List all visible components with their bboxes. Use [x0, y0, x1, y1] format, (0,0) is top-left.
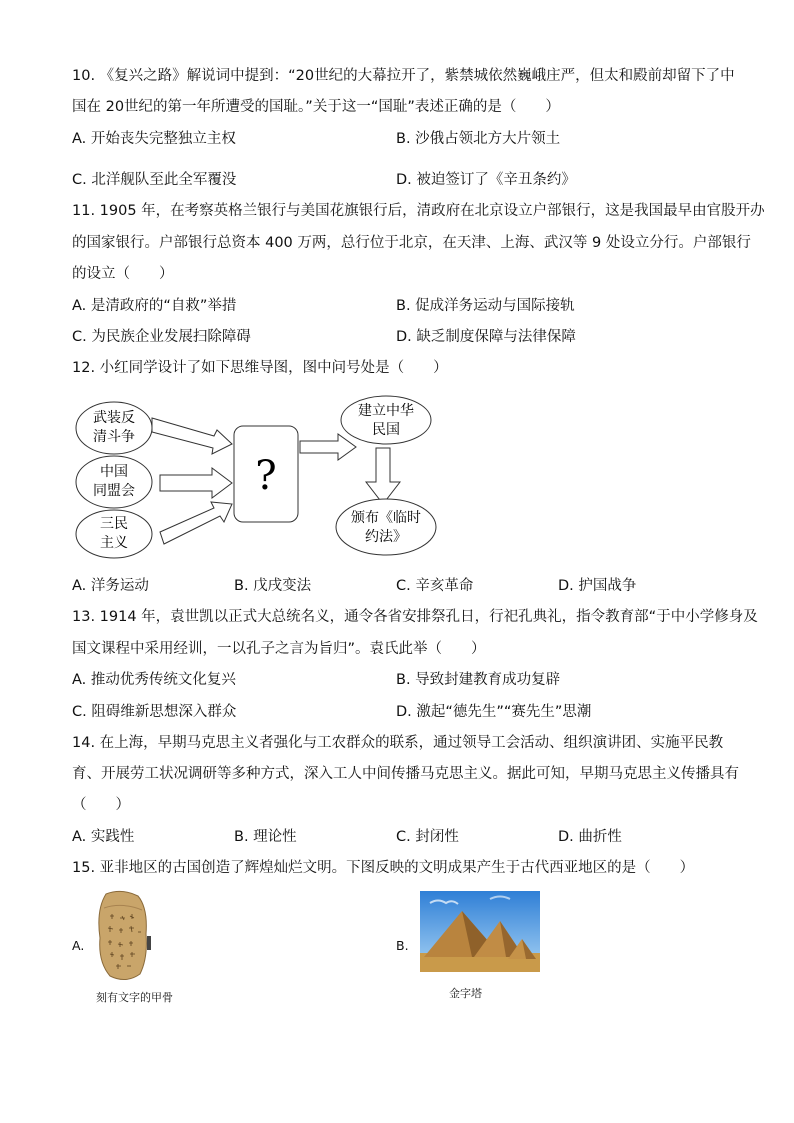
- arrow-right-icon: [300, 434, 356, 460]
- q12-stem-line-1: 12. 小红同学设计了如下思维导图，图中问号处是（ ）: [72, 360, 448, 376]
- q13-option-d: D. 激起“德先生”“赛先生”思潮: [396, 704, 592, 720]
- q14-option-b: B. 理论性: [234, 829, 297, 845]
- ellipse-tongmenghui: [76, 456, 152, 508]
- q13-stem-line-2: 国文课程中采用经训，一以孔子之言为旨归”。袁氏此举（ ）: [72, 641, 486, 657]
- arrow-down-icon: [366, 448, 400, 504]
- left-2-line-1: 中国: [100, 464, 128, 480]
- q14-option-d: D. 曲折性: [558, 829, 622, 845]
- q14-stem-line-1: 14. 在上海，早期马克思主义者强化与工农群众的联系，通过领导工会活动、组织演讲团、实施平民教: [72, 735, 724, 751]
- left-3-line-1: 三民: [100, 516, 128, 532]
- center-question-mark: ?: [255, 453, 277, 499]
- q13-stem-line-1: 13. 1914 年，袁世凯以正式大总统名义，通令各省安排祭孔日，行祀孔典礼，指令教育部“于中小学修身及: [72, 609, 758, 625]
- q10-option-a: A. 开始丧失完整独立主权: [72, 131, 236, 147]
- arrow-left-top-icon: [152, 418, 232, 454]
- pyramids-image: [420, 891, 540, 972]
- q13-option-b: B. 导致封建教育成功复辟: [396, 672, 561, 688]
- q11-option-d: D. 缺乏制度保障与法律保障: [396, 329, 576, 345]
- q12-option-b: B. 戊戌变法: [234, 578, 312, 594]
- ellipse-three-principles: [76, 510, 152, 558]
- q14-option-a: A. 实践性: [72, 829, 135, 845]
- q15-option-a-label: A.: [72, 938, 85, 953]
- q12-option-a: A. 洋务运动: [72, 578, 149, 594]
- mind-map-diagram: [74, 392, 438, 560]
- left-2-line-2: 同盟会: [93, 483, 135, 499]
- q10-stem-line-2: 国在 20世纪的第一年所遭受的国耻。”关于这一“国耻”表述正确的是（ ）: [72, 99, 560, 115]
- q10-stem-line-1: 10. 《复兴之路》解说词中提到：“20世纪的大幕拉开了，紫禁城依然巍峨庄严，但太和殿前却留下了中: [72, 68, 735, 84]
- left-1-line-2: 清斗争: [93, 429, 135, 445]
- q11-stem-line-2: 的国家银行。户部银行总资本 400 万两，总行位于北京，在天津、上海、武汉等 9 处设立分行。户部银行: [72, 235, 751, 251]
- q15-option-b-label: B.: [396, 938, 409, 953]
- ellipse-provisional-constitution: [336, 499, 436, 555]
- arrow-left-bottom-icon: [160, 502, 232, 544]
- oracle-bone-image: [92, 888, 154, 984]
- right-bottom-line-2: 约法》: [365, 529, 407, 545]
- right-top-line-2: 民国: [372, 422, 400, 438]
- arrow-left-middle-icon: [160, 468, 232, 498]
- q15-option-b-caption: 金字塔: [449, 987, 482, 1000]
- q11-stem-line-1: 11. 1905 年，在考察英格兰银行与美国花旗银行后，清政府在北京设立户部银行，这是我国最早由官股开办: [72, 203, 765, 219]
- q10-option-c: C. 北洋舰队至此全军覆没: [72, 172, 237, 188]
- left-1-line-1: 武装反: [93, 410, 135, 426]
- q11-option-c: C. 为民族企业发展扫除障碍: [72, 329, 251, 345]
- q14-stem-line-3: （ ）: [72, 797, 130, 813]
- right-top-line-1: 建立中华: [358, 403, 414, 419]
- q12-option-c: C. 辛亥革命: [396, 578, 474, 594]
- q10-option-b: B. 沙俄占领北方大片领土: [396, 131, 561, 147]
- left-3-line-2: 主义: [100, 535, 128, 551]
- right-bottom-line-1: 颁布《临时: [351, 510, 421, 526]
- q13-option-c: C. 阻碍维新思想深入群众: [72, 704, 237, 720]
- q11-option-b: B. 促成洋务运动与国际接轨: [396, 298, 575, 314]
- q11-stem-line-3: 的设立（ ）: [72, 266, 174, 282]
- q11-option-a: A. 是清政府的“自救”举措: [72, 298, 237, 314]
- q14-stem-line-2: 育、开展劳工状况调研等多种方式，深入工人中间传播马克思主义。据此可知，早期马克思主义传播具有: [72, 766, 739, 782]
- ellipse-armed-struggle: [76, 402, 152, 454]
- q13-option-a: A. 推动优秀传统文化复兴: [72, 672, 236, 688]
- ellipse-republic: [341, 396, 431, 444]
- q12-option-d: D. 护国战争: [558, 578, 637, 594]
- q10-option-d: D. 被迫签订了《辛丑条约》: [396, 172, 576, 188]
- q14-option-c: C. 封闭性: [396, 829, 459, 845]
- q15-option-a-caption: 刻有文字的甲骨: [96, 991, 173, 1004]
- q15-stem-line-1: 15. 亚非地区的古国创造了辉煌灿烂文明。下图反映的文明成果产生于古代西亚地区的是（ ）: [72, 860, 695, 876]
